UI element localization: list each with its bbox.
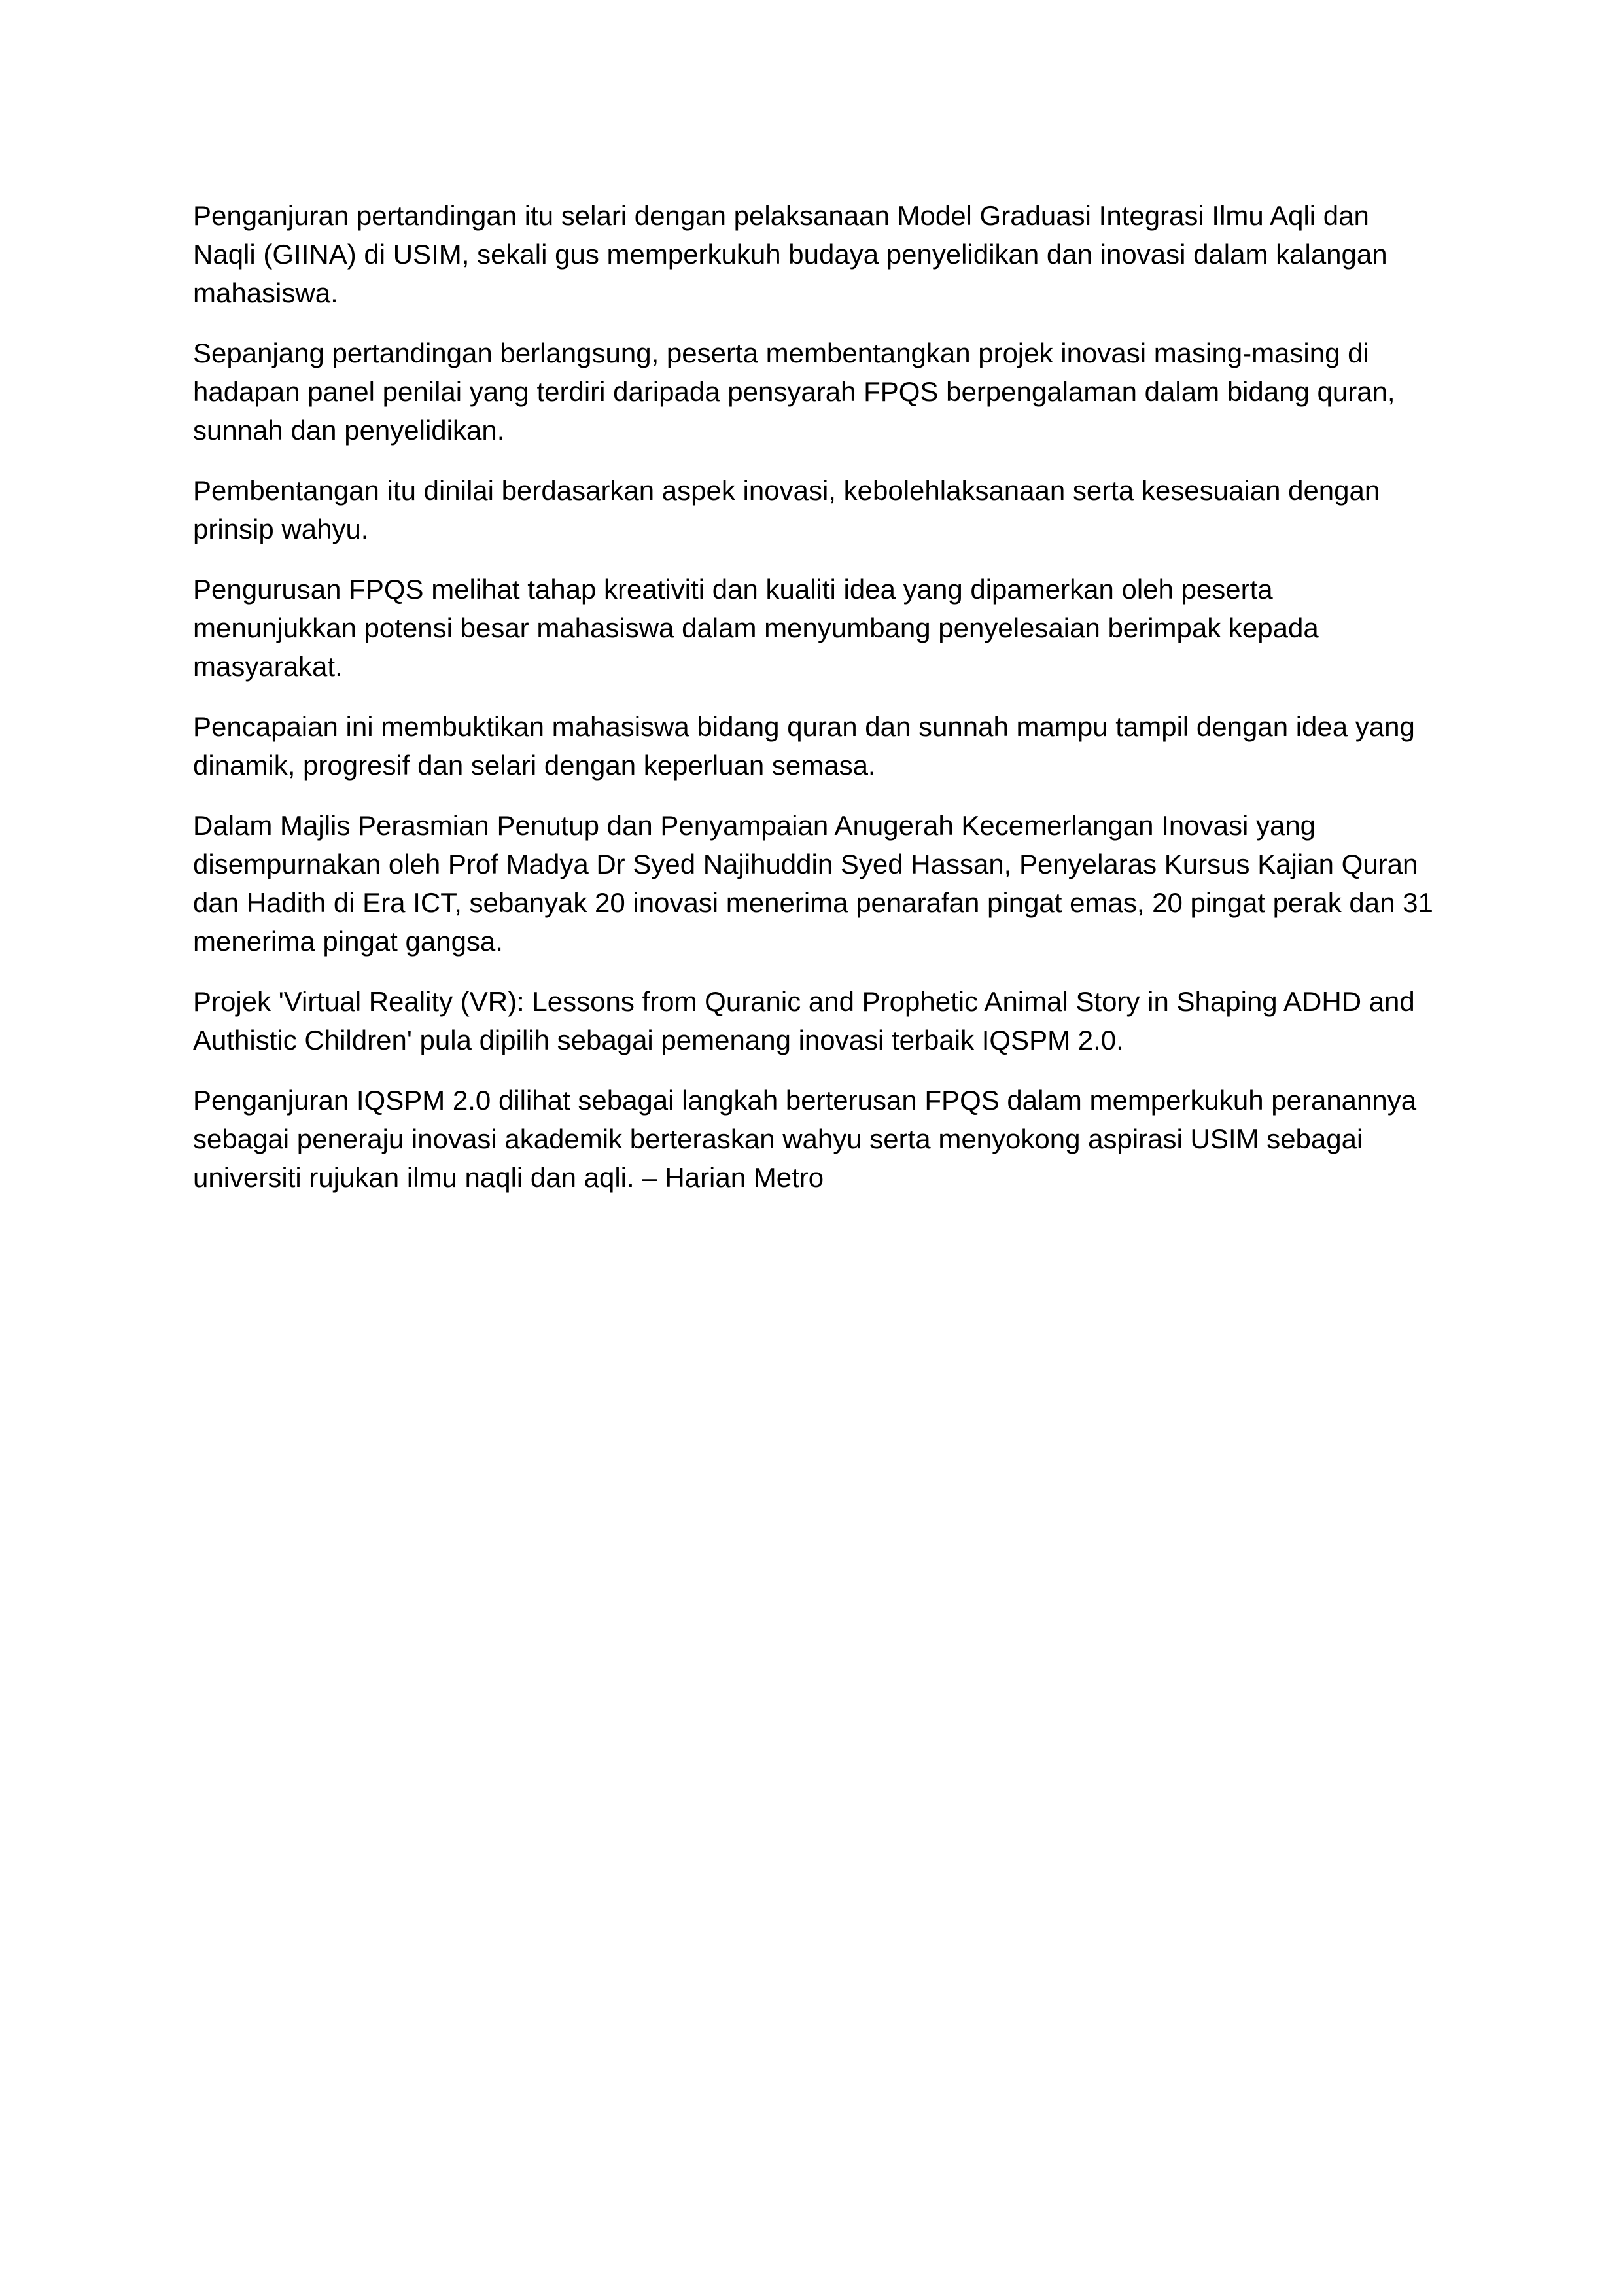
paragraph: Pembentangan itu dinilai berdasarkan aspek inovasi, kebolehlaksanaan serta kesesuaian dengan prinsip wahyu. [193,475,1380,544]
paragraph: Pencapaian ini membuktikan mahasiswa bidang quran dan sunnah mampu tampil dengan idea yang dinamik, progresif dan selari dengan keperluan semasa. [193,711,1415,781]
paragraph: Pengurusan FPQS melihat tahap kreativiti dan kualiti idea yang dipamerkan oleh peserta menunjukkan potensi besar mahasiswa dalam menyumbang penyelesaian berimpak kepada masyarakat. [193,574,1319,682]
paragraph: Penganjuran IQSPM 2.0 dilihat sebagai langkah berterusan FPQS dalam memperkukuh peranannya sebagai peneraju inovasi akademik berteraskan wahyu serta menyokong aspirasi USIM sebagai universiti rujukan ilmu naqli dan aqli. – Harian Metro [193,1085,1417,1193]
paragraph: Penganjuran pertandingan itu selari dengan pelaksanaan Model Graduasi Integrasi Ilmu Aqli dan Naqli (GIINA) di USIM, sekali gus memperkukuh budaya penyelidikan dan inovasi dalam kalangan mahasiswa. [193,200,1387,308]
paragraph: Dalam Majlis Perasmian Penutup dan Penyampaian Anugerah Kecemerlangan Inovasi yang disempurnakan oleh Prof Madya Dr Syed Najihuddin Syed Hassan, Penyelaras Kursus Kajian Quran dan Hadith di Era ICT, sebanyak 20 inovasi menerima penarafan pingat emas, 20 pingat perak dan 31 menerima pingat gangsa. [193,810,1433,957]
paragraph: Sepanjang pertandingan berlangsung, peserta membentangkan projek inovasi masing-masing di hadapan panel penilai yang terdiri daripada pensyarah FPQS berpengalaman dalam bidang quran, sunnah dan penyelidikan. [193,338,1395,446]
paragraph: Projek 'Virtual Reality (VR): Lessons from Quranic and Prophetic Animal Story in Shaping ADHD and Authistic Children' pula dipilih sebagai pemenang inovasi terbaik IQSPM 2.0. [193,986,1415,1055]
article-body [193,196,1433,1218]
